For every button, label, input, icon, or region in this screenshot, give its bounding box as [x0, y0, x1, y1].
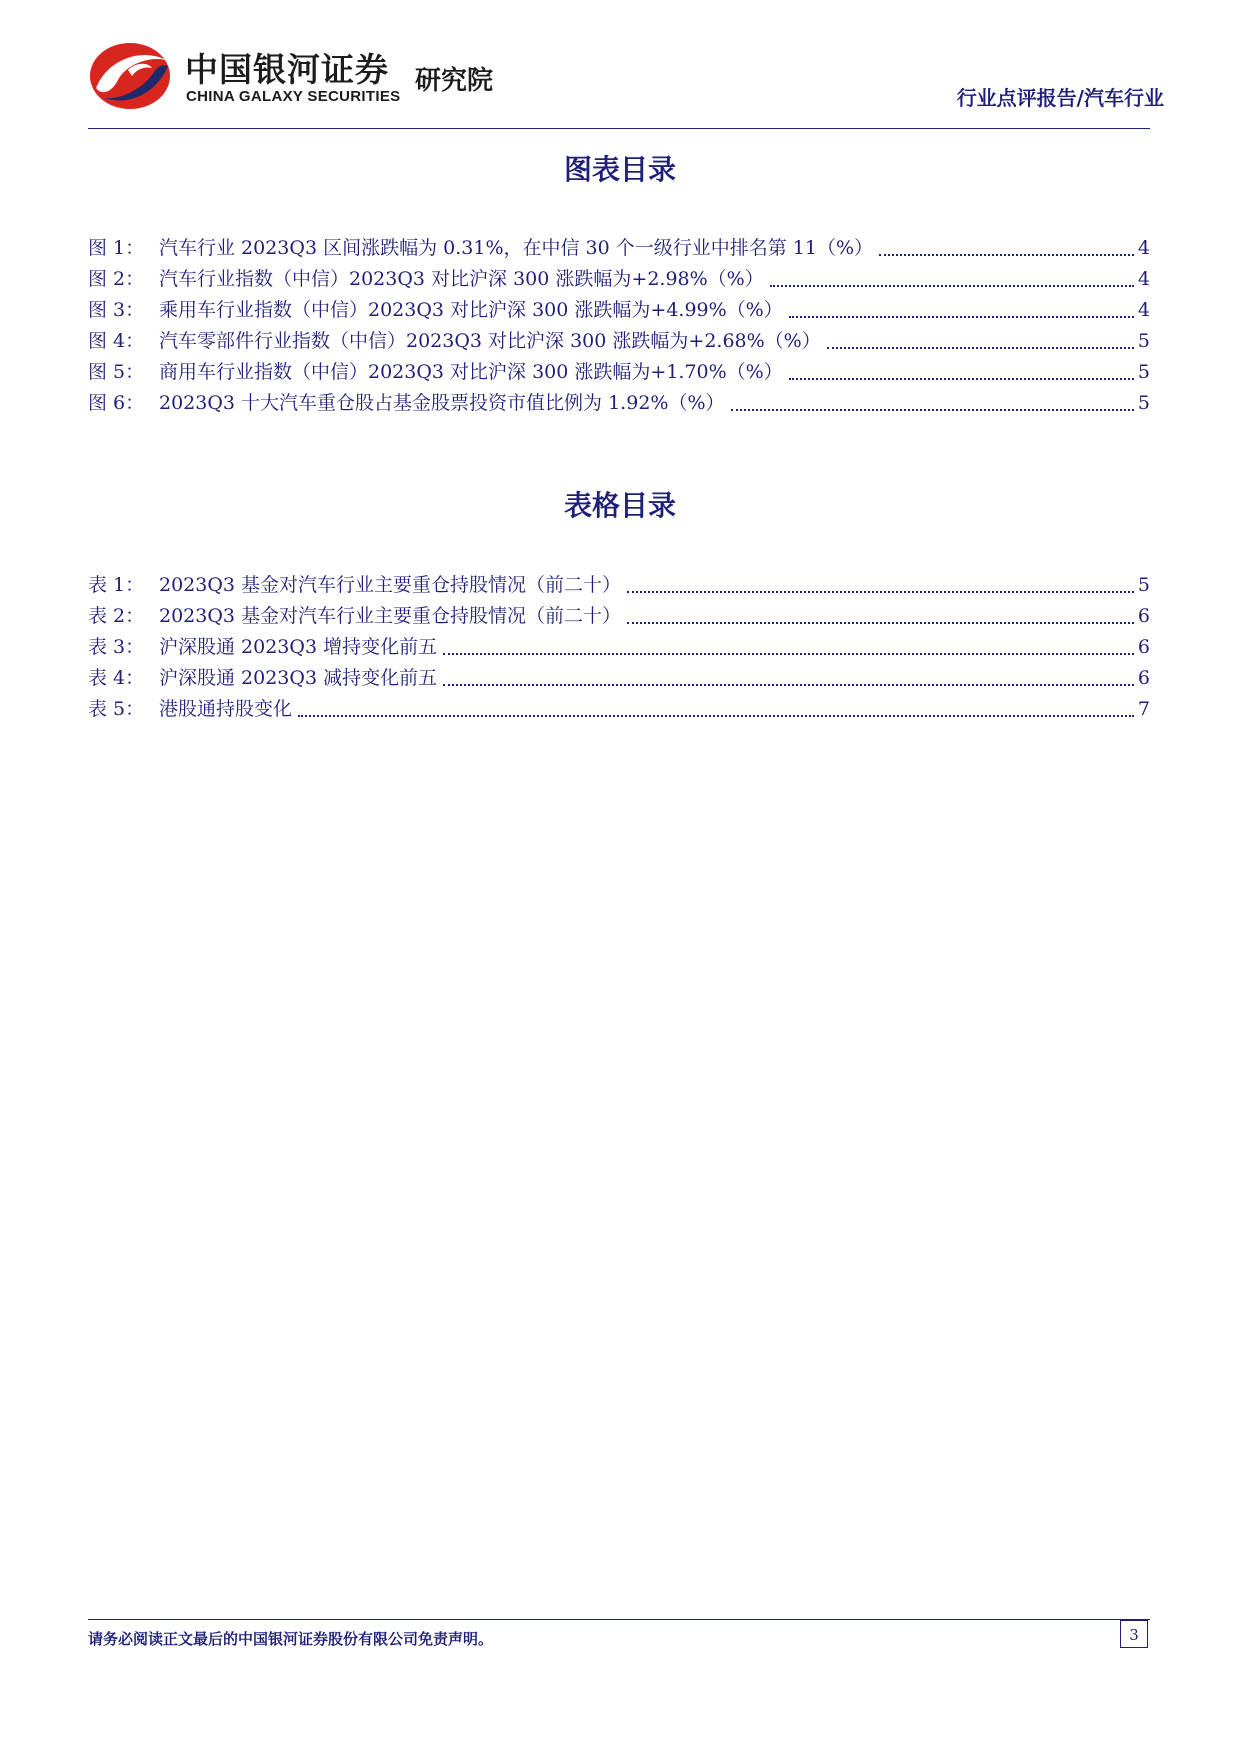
report-type: 行业点评报告/汽车行业: [956, 86, 1164, 110]
leader-dots: [731, 408, 1134, 411]
leader-dots: [627, 590, 1134, 593]
toc-page: 4: [1137, 237, 1150, 259]
leader-dots: [879, 253, 1134, 256]
toc-label: 表 3：: [88, 636, 145, 658]
toc-text: 2023Q3 基金对汽车行业主要重仓持股情况（前二十）: [159, 574, 622, 596]
toc-label: 图 5：: [88, 361, 145, 383]
leader-dots: [789, 315, 1134, 318]
china-galaxy-logo-icon: [88, 40, 172, 112]
toc-entry-table-3[interactable]: [88, 632, 1150, 663]
toc-label: 图 6：: [88, 392, 145, 414]
toc-page: 4: [1137, 268, 1150, 290]
page-number: 3: [1120, 1620, 1148, 1648]
toc-label: 图 3：: [88, 299, 145, 321]
leader-dots: [443, 683, 1134, 686]
toc-page: 5: [1137, 330, 1150, 352]
leader-dots: [770, 284, 1134, 287]
toc-text: 汽车行业指数（中信）2023Q3 对比沪深 300 涨跌幅为+2.98%（%）: [159, 268, 764, 290]
toc-entry-table-4[interactable]: [88, 663, 1150, 694]
toc-text: 沪深股通 2023Q3 减持变化前五: [159, 667, 438, 689]
toc-text: 商用车行业指数（中信）2023Q3 对比沪深 300 涨跌幅为+1.70%（%）: [159, 361, 783, 383]
header-divider: [88, 128, 1150, 129]
toc-page: 5: [1137, 392, 1150, 414]
toc-page: 7: [1137, 698, 1150, 720]
toc-page: 5: [1137, 574, 1150, 596]
footer-divider: [88, 1619, 1150, 1620]
institute-name: 研究院: [415, 66, 494, 96]
leader-dots: [789, 377, 1134, 380]
toc-page: 6: [1137, 605, 1150, 627]
toc-entry-figure-3[interactable]: [88, 295, 1150, 326]
toc-label: 表 1：: [88, 574, 145, 596]
toc-page: 5: [1137, 361, 1150, 383]
toc-label: 图 4：: [88, 330, 145, 352]
toc-entry-table-5[interactable]: [88, 694, 1150, 725]
toc-entry-figure-6[interactable]: [88, 388, 1150, 419]
toc-text: 乘用车行业指数（中信）2023Q3 对比沪深 300 涨跌幅为+4.99%（%）: [159, 299, 783, 321]
toc-entry-table-2[interactable]: [88, 601, 1150, 632]
toc-entry-figure-4[interactable]: [88, 326, 1150, 357]
toc-label: 表 4：: [88, 667, 145, 689]
brand-name-cn: 中国银河证券: [185, 50, 389, 89]
leader-dots: [298, 714, 1134, 717]
leader-dots: [443, 652, 1134, 655]
leader-dots: [627, 621, 1134, 624]
figure-list-title: 图表目录: [563, 153, 676, 186]
table-list-title: 表格目录: [563, 489, 676, 522]
toc-text: 沪深股通 2023Q3 增持变化前五: [159, 636, 438, 658]
toc-page: 6: [1137, 636, 1150, 658]
toc-text: 港股通持股变化: [159, 698, 293, 720]
toc-text: 汽车零部件行业指数（中信）2023Q3 对比沪深 300 涨跌幅为+2.68%（%）: [159, 330, 821, 352]
toc-label: 图 1：: [88, 237, 145, 259]
figure-list: [88, 233, 1150, 419]
toc-entry-figure-5[interactable]: [88, 357, 1150, 388]
toc-text: 2023Q3 基金对汽车行业主要重仓持股情况（前二十）: [159, 605, 622, 627]
brand-name-en: CHINA GALAXY SECURITIES: [186, 88, 401, 105]
toc-label: 表 5：: [88, 698, 145, 720]
toc-page: 4: [1137, 299, 1150, 321]
footer-disclaimer: 请务必阅读正文最后的中国银河证券股份有限公司免责声明。: [88, 1630, 494, 1648]
table-list: [88, 570, 1150, 725]
toc-label: 表 2：: [88, 605, 145, 627]
toc-page: 6: [1137, 667, 1150, 689]
leader-dots: [827, 346, 1134, 349]
toc-entry-figure-2[interactable]: [88, 264, 1150, 295]
toc-label: 图 2：: [88, 268, 145, 290]
toc-entry-figure-1[interactable]: [88, 233, 1150, 264]
toc-entry-table-1[interactable]: [88, 570, 1150, 601]
toc-text: 2023Q3 十大汽车重仓股占基金股票投资市值比例为 1.92%（%）: [159, 392, 725, 414]
toc-text: 汽车行业 2023Q3 区间涨跌幅为 0.31%，在中信 30 个一级行业中排名第 11（%）: [159, 237, 874, 259]
